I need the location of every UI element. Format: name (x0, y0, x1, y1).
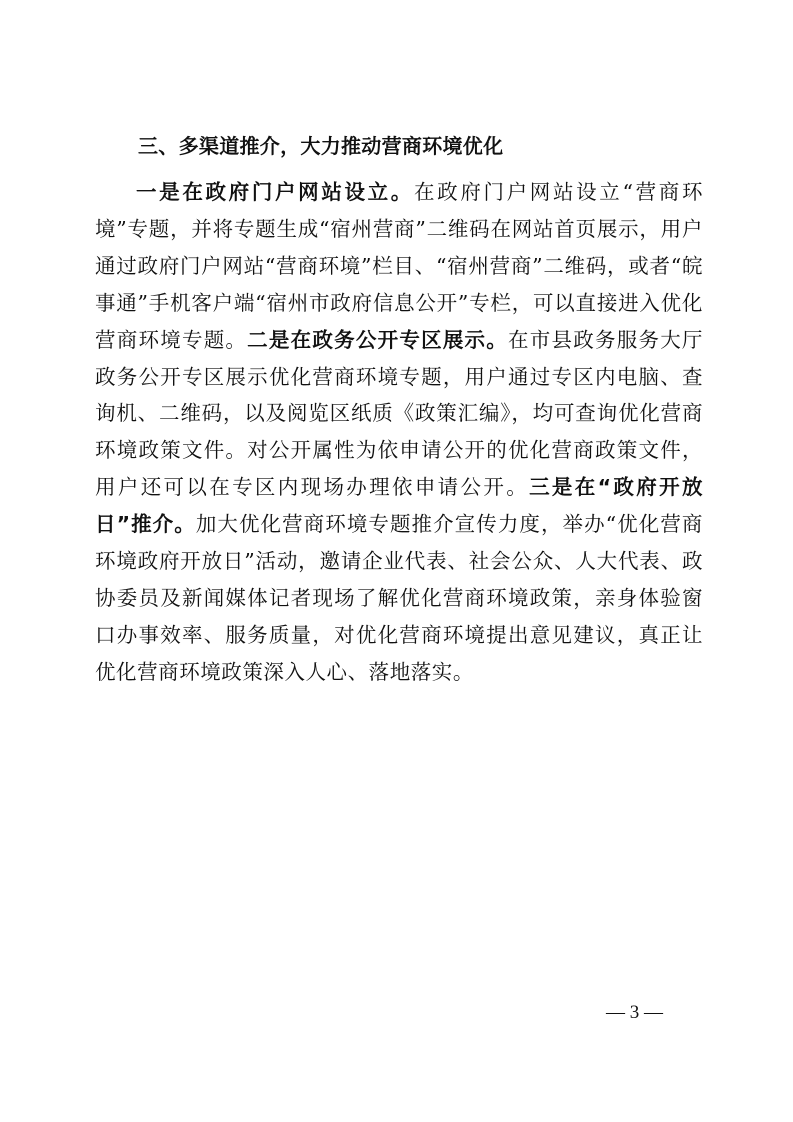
bold-lead-phrase-1: 一是在政府门户网站设立。 (136, 180, 414, 204)
bold-lead-phrase-3: 三是在“政府开放日”推介。 (95, 475, 704, 537)
body-paragraph (95, 174, 703, 691)
bold-lead-phrase-2: 二是在政务公开专区展示。 (247, 327, 509, 352)
paragraph-text-3: 加大优化营商环境专题推介宣传力度，举办“优化营商环境政府开放日”活动，邀请企业代表、社会公众、人大代表、政协委员及新闻媒体记者现场了解优化营商环境政策，亲身体验窗口办事效率、服务质量，对优化营商环境提出意见建议，真正让优化营商环境政策深入人心、落地落实。 (95, 512, 703, 684)
page-number: — 3 — (606, 1002, 663, 1023)
paragraph-text-1: 在政府门户网站设立“营商环境”专题，并将专题生成“宿州营商”二维码在网站首页展示，用户通过政府门户网站“营商环境”栏目、“宿州营商”二维码，或者“皖事通”手机客户端“宿州市政府信息公开”专栏，可以直接进入优化营商环境专题。 (95, 180, 703, 352)
section-heading: 三、多渠道推介，大力推动营商环境优化 (138, 134, 504, 158)
paragraph-text-2: 在市县政务服务大厅政务公开专区展示优化营商环境专题，用户通过专区内电脑、查询机、二维码，以及阅览区纸质《政策汇编》，均可查询优化营商环境政策文件。对公开属性为依申请公开的优化营商政策文件，用户还可以在专区内现场办理依申请公开。 (95, 327, 703, 500)
